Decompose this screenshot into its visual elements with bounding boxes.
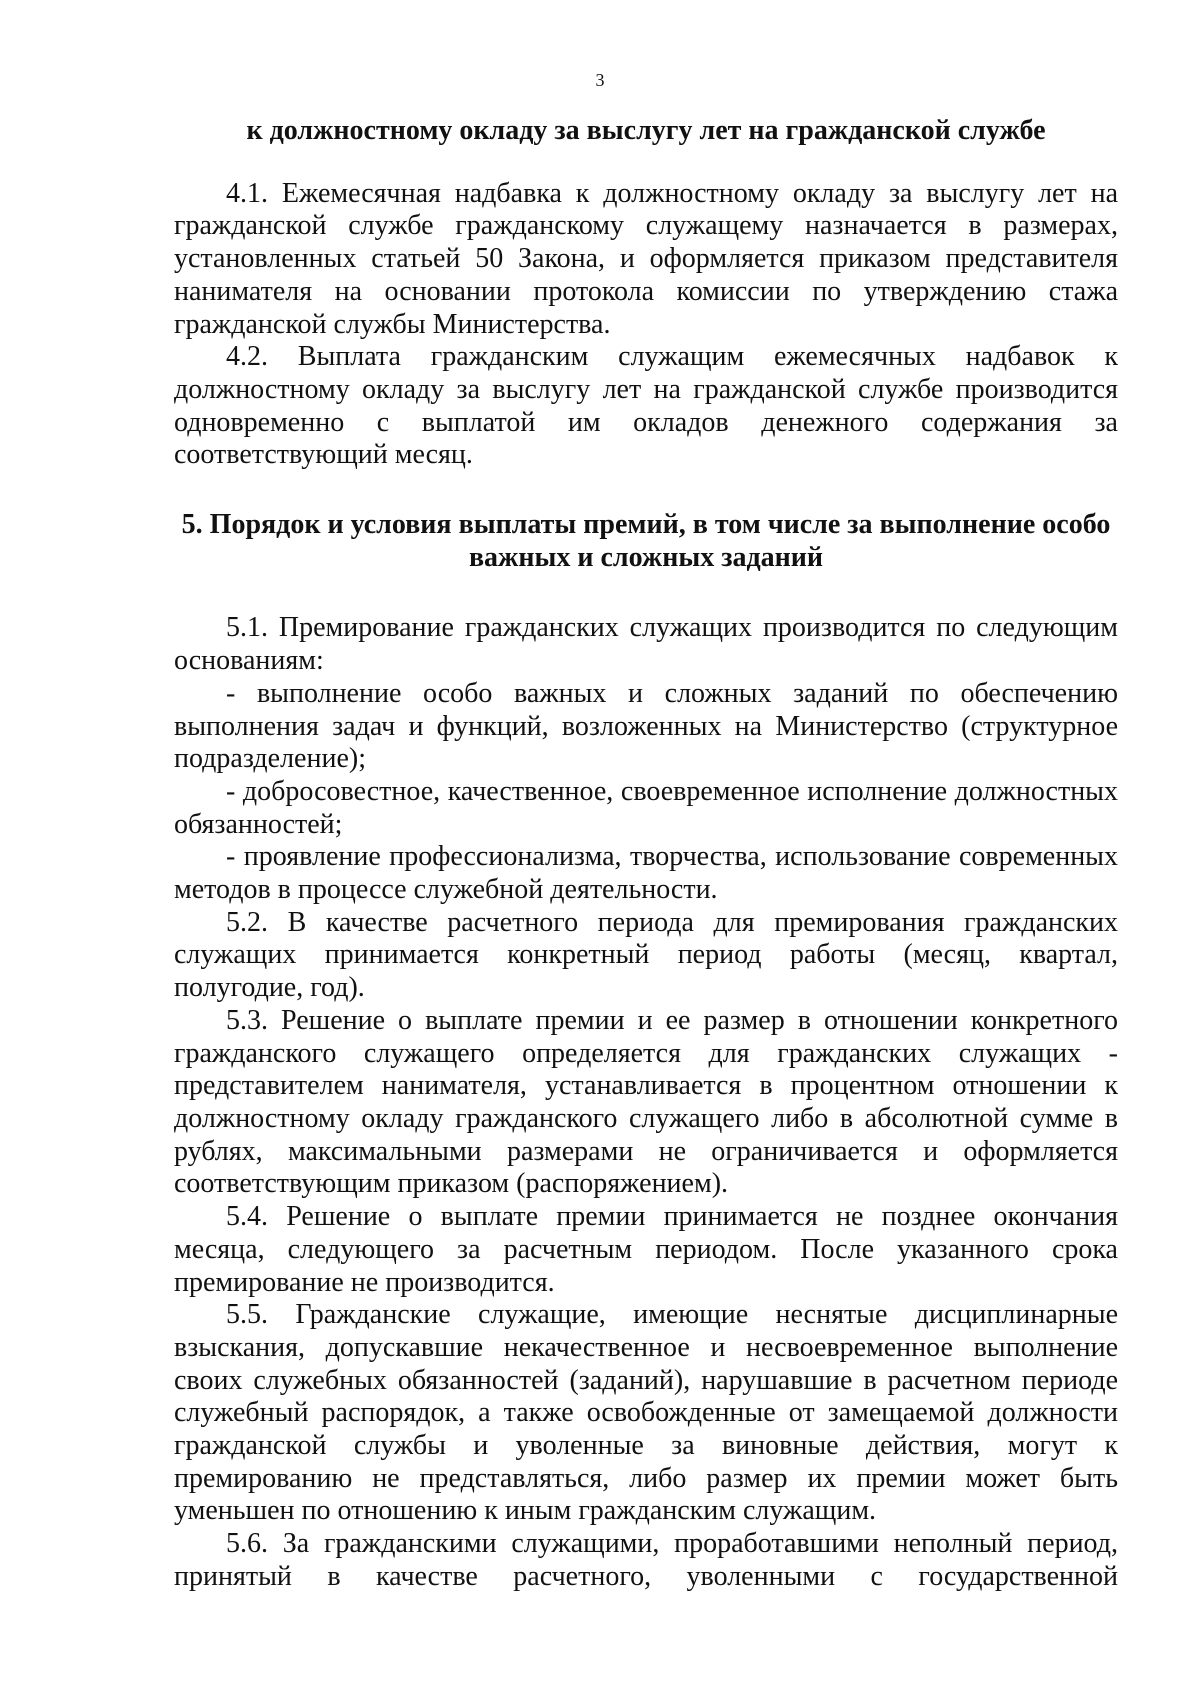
list-item: - проявление профессионализма, творчества, использование современных методов в процессе служебной деятельности. [174, 841, 1118, 906]
document-body [174, 115, 1118, 1594]
paragraph-5-1: 5.1. Премирование гражданских служащих производится по следующим основаниям: [174, 612, 1118, 677]
paragraph-5-5: 5.5. Гражданские служащие, имеющие неснятые дисциплинарные взыскания, допускавшие некачественное и несвоевременное выполнение своих служебных обязанностей (заданий), нарушавшие в расчетном периоде служебный распорядок, а также освобожденные от замещаемой должности гражданской службы и уволенные за виновные действия, могут к премированию не представляться, либо размер их премии может быть уменьшен по отношению к иным гражданским служащим. [174, 1299, 1118, 1527]
paragraph-4-1: 4.1. Ежемесячная надбавка к должностному окладу за выслугу лет на гражданской службе гражданскому служащему назначается в размерах, установленных статьей 50 Закона, и оформляется приказом представителя нанимателя на основании протокола комиссии по утверждению стажа гражданской службы Министерства. [174, 177, 1118, 340]
paragraph-5-6: 5.6. За гражданскими служащими, проработавшими неполный период, принятый в качестве расчетного, уволенными с государственной [174, 1528, 1118, 1592]
list-item: - добросовестное, качественное, своевременное исполнение должностных обязанностей; [174, 775, 1118, 840]
section-5-heading: 5. Порядок и условия выплаты премий, в том числе за выполнение особо важных и сложных заданий [181, 509, 1111, 573]
list-item: - выполнение особо важных и сложных заданий по обеспечению выполнения задач и функций, возложенных на Министерство (структурное подразделение); [174, 677, 1118, 775]
paragraph-4-2: 4.2. Выплата гражданским служащим ежемесячных надбавок к должностному окладу за выслугу лет на гражданской службе производится одновременно с выплатой им окладов денежного содержания за соответствующий месяц. [174, 341, 1118, 471]
page-number: 3 [595, 70, 605, 90]
paragraph-5-2: 5.2. В качестве расчетного периода для премирования гражданских служащих принимается конкретный период работы (месяц, квартал, полугодие, год). [174, 906, 1118, 1004]
paragraph-5-4: 5.4. Решение о выплате премии принимается не позднее окончания месяца, следующего за расчетным периодом. После указанного срока премирование не производится. [174, 1201, 1118, 1298]
section-heading-continuation: к должностному окладу за выслугу лет на гражданской службе [246, 115, 1046, 146]
paragraph-5-3: 5.3. Решение о выплате премии и ее размер в отношении конкретного гражданского служащего определяется для гражданских служащих - представителем нанимателя, устанавливается в процентном отношении к должностному окладу гражданского служащего либо в абсолютной сумме в рублях, максимальными размерами не ограничивается и оформляется соответствующим приказом (распоряжением). [174, 1004, 1118, 1200]
